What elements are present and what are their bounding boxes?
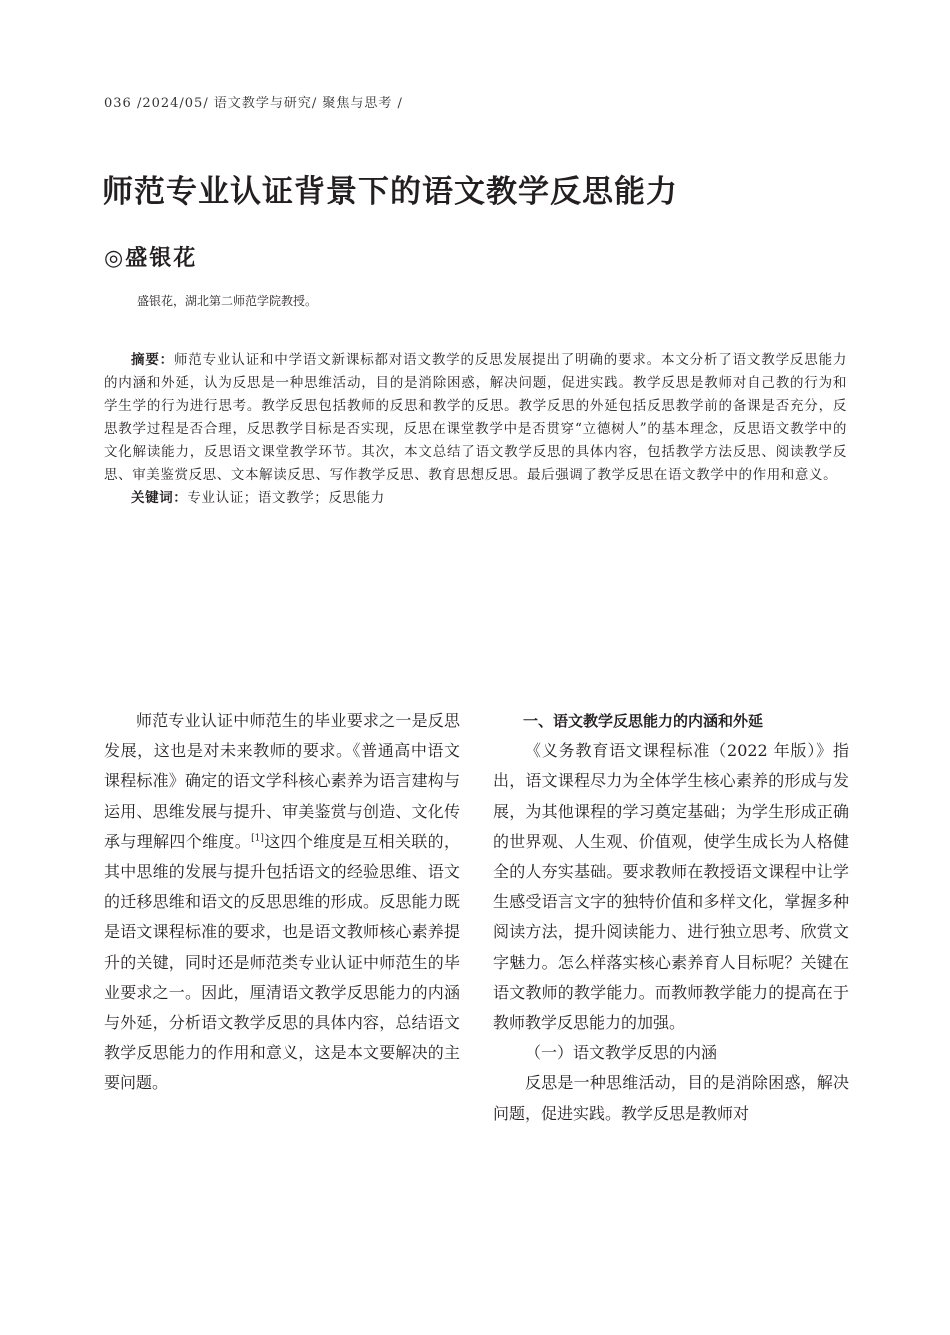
author-bio: 盛银花，湖北第二师范学院教授。 xyxy=(137,294,318,308)
intro-paragraph xyxy=(104,706,460,1099)
author-name: ◎盛银花 xyxy=(104,245,198,271)
section-heading-1: 一、语文教学反思能力的内涵和外延 xyxy=(523,712,764,730)
intro-text-part2: 这四个维度是互相关联的，其中思维的发展与提升包括语文的经验思维、语文的迁移思维和语文的反思思维的形成。反思能力既是语文课程标准的要求，也是语文教师核心素养提升的关键，同时还是师范类专业认证中师范生的毕业要求之一。因此，厘清语文教学反思能力的内涵与外延，分析语文教学反思的具体内容，总结语文教学反思能力的作用和意义，这是本文要解决的主要问题。 xyxy=(104,831,460,1093)
subsection-heading-1: （一）语文教学反思的内涵 xyxy=(525,1043,718,1063)
keywords-text: 专业认证；语文教学；反思能力 xyxy=(187,490,385,506)
citation-ref-1: [1] xyxy=(251,833,264,844)
intro-text-part1: 师范专业认证中师范生的毕业要求之一是反思发展，这也是对未来教师的要求。《普通高中语文课程标准》确定的语文学科核心素养为语言建构与运用、思维发展与提升、审美鉴赏与创造、文化传承与理解四个维度。 xyxy=(104,711,460,851)
section1-paragraph-1: 《义务教育语文课程标准（2022 年版）》指出，语文课程尽力为全体学生核心素养的形成与发展，为其他课程的学习奠定基础；为学生形成正确的世界观、人生观、价值观，使学生成长为人格健全的人夯实基础。要求教师在教授语文课程中让学生感受语言文字的独特价值和多样文化，掌握多种阅读方法，提升阅读能力、进行独立思考、欣赏文字魅力。怎么样落实核心素养育人目标呢？关键在语文教师的教学能力。而教师教学能力的提高在于教师教学反思能力的加强。 xyxy=(493,741,849,1033)
section1-paragraph-2: 反思是一种思维活动，目的是消除困惑，解决问题，促进实践。教学反思是教师对 xyxy=(493,1073,849,1123)
abstract-paragraph xyxy=(104,349,847,487)
running-head: 036 /2024/05/ 语文教学与研究/ 聚焦与思考 / xyxy=(104,96,403,111)
abstract-block xyxy=(104,349,847,510)
abstract-text: 师范专业认证和中学语文新课标都对语文教学的反思发展提出了明确的要求。本文分析了语文教学反思能力的内涵和外延，认为反思是一种思维活动，目的是消除困惑，解决问题，促进实践。教学反思是教师对自己教的行为和学生学的行为进行思考。教学反思包括教师的反思和教学的反思。教学反思的外延包括反思教学前的备课是否充分，反思教学过程是否合理，反思教学目标是否实现，反思在课堂教学中是否贯穿“立德树人”的基本理念，反思语文教学中的文化解读能力，反思语文课堂教学环节。其次，本文总结了语文教学反思的具体内容，包括教学方法反思、阅读教学反思、审美鉴赏反思、文本解读反思、写作教学反思、教育思想反思。最后强调了教学反思在语文教学中的作用和意义。 xyxy=(104,352,847,483)
keywords-label: 关键词： xyxy=(131,490,188,506)
keywords-line xyxy=(104,487,847,510)
body-column-left xyxy=(104,706,460,1099)
abstract-label: 摘要： xyxy=(131,352,174,368)
body-column-right xyxy=(493,706,849,1129)
article-title: 师范专业认证背景下的语文教学反思能力 xyxy=(102,174,678,210)
